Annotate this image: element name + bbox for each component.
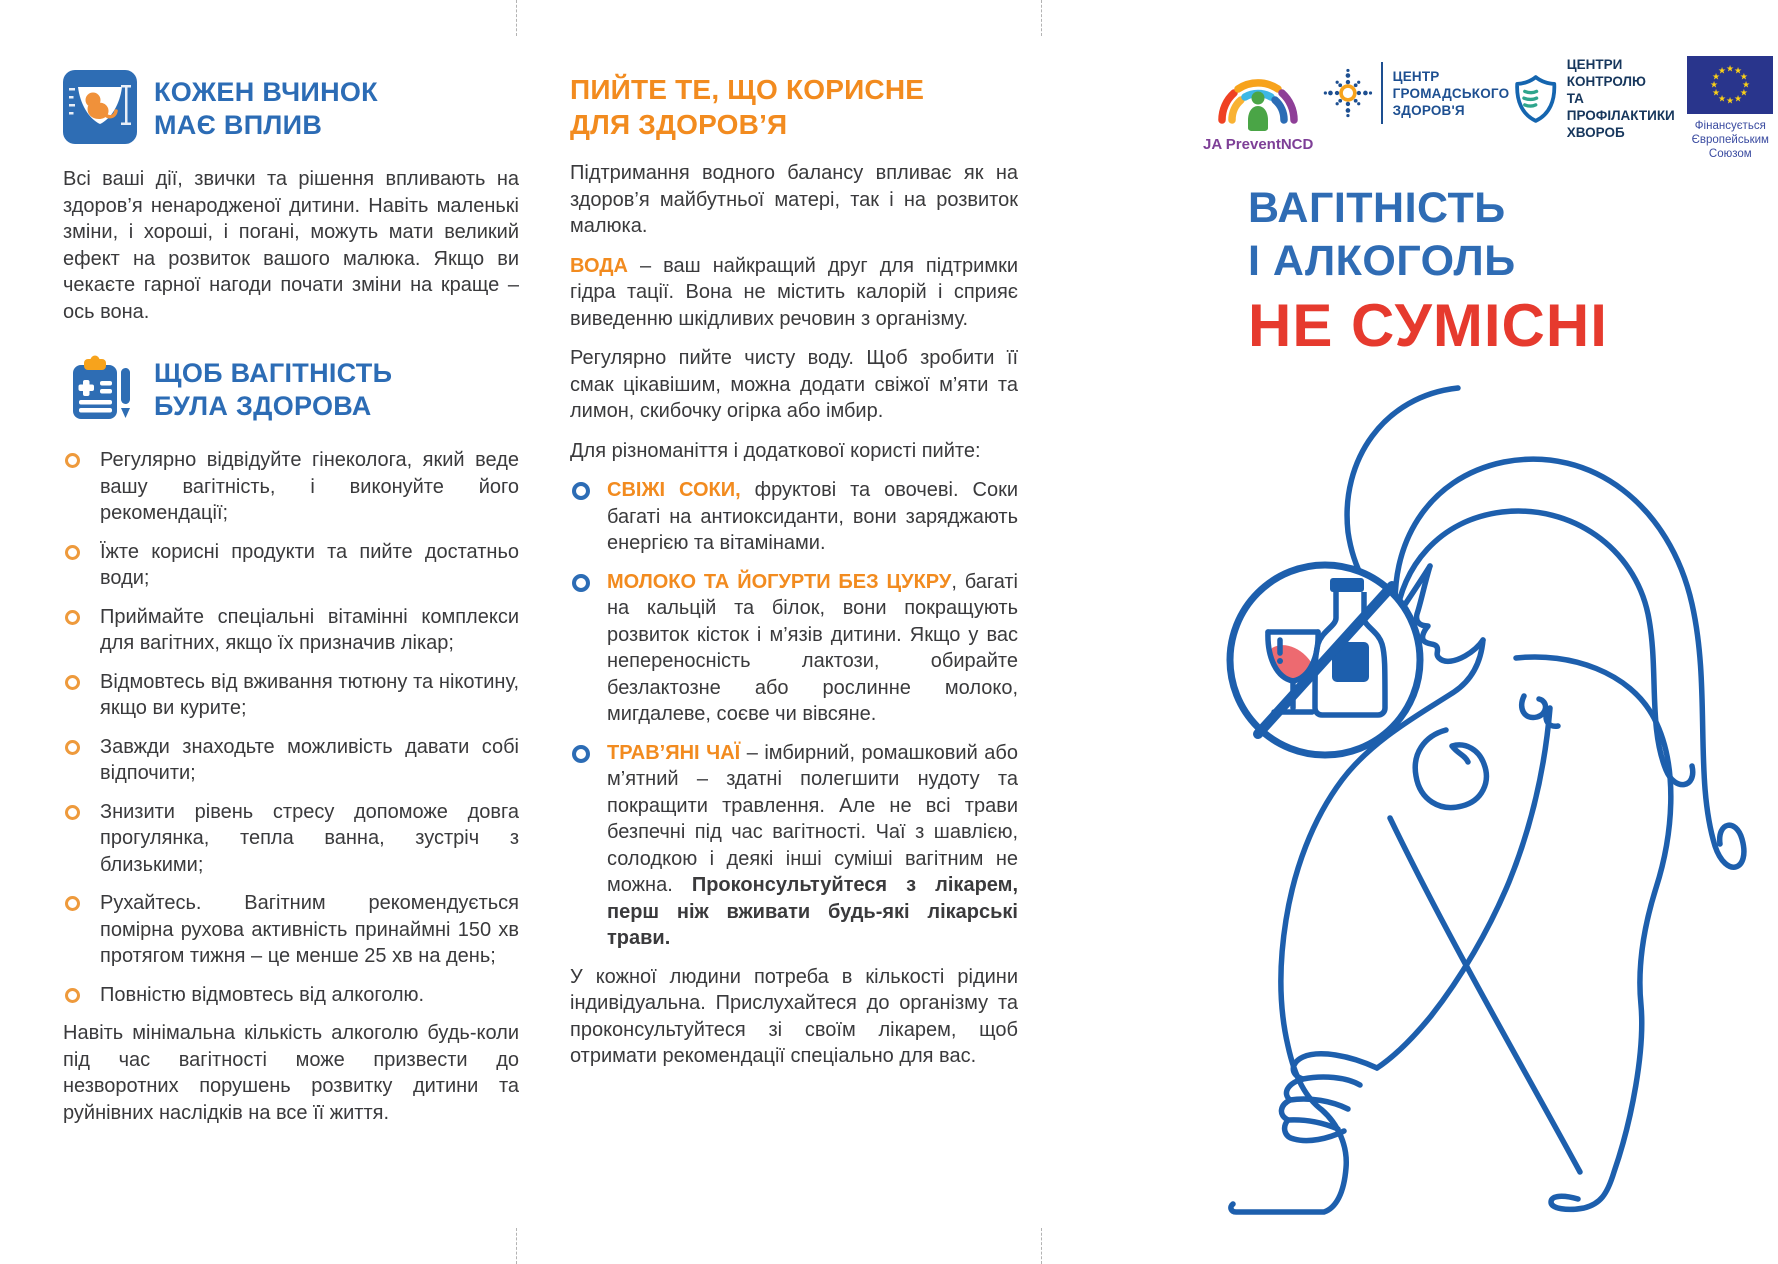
list-item-text: Повністю відмовтесь від алкоголю.	[100, 983, 425, 1006]
list-item	[63, 890, 519, 970]
section-impact-header	[63, 70, 519, 149]
title-line: КОЖЕН ВЧИНОК	[154, 77, 378, 107]
list-item	[63, 734, 519, 787]
public-health-center-logo	[1321, 56, 1509, 130]
logo-label-line: ТА ПРОФІЛАКТИКИ	[1566, 91, 1675, 123]
svg-text:★: ★	[1734, 66, 1743, 77]
drink-lead: СВІЖІ СОКИ,	[607, 479, 741, 501]
fold-mark-bottom-left	[516, 1228, 517, 1264]
list-item-text: Приймайте спеціальні вітамінні комплекси для вагітних, якщо їх призначив лікар;	[100, 605, 519, 654]
section-healthy-title	[154, 351, 392, 423]
title-line-alcohol: І АЛКОГОЛЬ	[1248, 237, 1516, 285]
title-line: БУЛА ЗДОРОВА	[154, 391, 372, 421]
healthy-drinks-list	[570, 477, 1018, 952]
shield-heart-icon	[1513, 68, 1558, 130]
svg-text:★: ★	[1712, 72, 1721, 83]
svg-text:★: ★	[1726, 96, 1735, 107]
water-text: – ваш найкращий друг для підтримки гідра тації. Вона не містить калорій і сприяє виведенню шкідливих речовин з організму.	[570, 254, 1018, 330]
list-item	[63, 799, 519, 879]
list-item	[570, 477, 1018, 557]
list-item-text: Регулярно відвідуйте гінеколога, який веде вашу вагітність, і виконуйте його рекомендації;	[100, 449, 519, 524]
list-item-text: Рухайтесь. Вагітним рекомендується помірна рухова активність принаймні 150 хв протягом тижня – це менше 25 хв на день;	[100, 892, 519, 967]
svg-text:★: ★	[1718, 66, 1727, 77]
title-line-incompatible: НЕ СУМІСНІ	[1248, 292, 1608, 359]
individual-needs-paragraph: У кожної людини потреба в кількості рідини індивідуальна. Прислухайтеся до організму та проконсультуйтеся зі своїм лікарем, щоб отримати рекомендації спеціально для вас.	[570, 965, 1018, 1067]
impact-paragraph: Всі ваші дії, звички та рішення впливають на здоров’я ненародженої дитини. Навіть маленькі зміни, і хороші, і погані, можуть мати великий ефект на розвиток вашого малюка. Якщо ви чекаєте гарної нагоди почати зміни на краще – ось вона.	[63, 168, 519, 323]
public-health-center-icon	[1321, 56, 1375, 130]
poster-title	[1248, 182, 1608, 361]
svg-text:★: ★	[1742, 80, 1751, 91]
list-item	[63, 539, 519, 592]
disease-control-centers-label	[1567, 56, 1684, 141]
title-line: МАЄ ВПЛИВ	[154, 110, 323, 140]
no-alcohol-icon	[1230, 565, 1420, 755]
panel-left	[63, 70, 519, 1139]
list-item-text: Їжте корисні продукти та пийте достатньо води;	[100, 540, 519, 589]
logo-label-line: ЗДОРОВ'Я	[1392, 102, 1465, 118]
drink-text: фруктові та овочеві. Соки багаті на антиоксиданти, вони заряджають енергією та вітамінами.	[607, 479, 1018, 554]
logo-label-line: ХВОРОБ	[1566, 125, 1625, 140]
water-tip-paragraph: Регулярно пийте чисту воду. Щоб зробити її смак цікавішим, можна додати свіжої м’яти та лимон, скибочку огірка або імбир.	[570, 347, 1018, 422]
doctor-consult-warning: Проконсультуйтеся з лікарем, перш ніж вживати будь-які лікарські трави.	[607, 874, 1018, 949]
svg-text:★: ★	[1734, 94, 1743, 105]
water-lead: ВОДА	[570, 254, 628, 277]
public-health-center-label	[1393, 68, 1510, 119]
variety-intro: Для різноманіття і додаткової користі пийте:	[570, 439, 981, 462]
svg-text:★: ★	[1718, 94, 1727, 105]
partner-logos	[1203, 56, 1769, 161]
healthy-pregnancy-list	[63, 447, 519, 1008]
drink-healthy-title	[570, 72, 1018, 142]
pregnant-woman-line-art	[1090, 360, 1750, 1240]
title-line-pregnancy: ВАГІТНІСТЬ	[1248, 184, 1506, 232]
logo-label-line: Європейським Союзом	[1691, 134, 1769, 160]
svg-text:★: ★	[1740, 88, 1749, 99]
title-line: ЩОБ ВАГІТНІСТЬ	[154, 358, 393, 388]
water-paragraph	[570, 253, 1018, 333]
eu-flag-icon	[1687, 56, 1773, 114]
logo-label-line: Фінансується	[1694, 120, 1766, 132]
hydration-intro: Підтримання водного балансу впливає як на здоров’я майбутньої матері, так і на розвиток малюка.	[570, 162, 1018, 237]
section-healthy-header	[63, 351, 519, 430]
svg-text:★: ★	[1712, 88, 1721, 99]
drink-lead: МОЛОКО ТА ЙОГУРТИ БЕЗ ЦУКРУ	[607, 570, 952, 593]
alcohol-warning-paragraph: Навіть мінімальна кількість алкоголю будь-коли під час вагітності може призвести до незворотних порушень розвитку дитини та руйнівних наслідків на все її життя.	[63, 1022, 519, 1124]
section-impact-title	[154, 70, 378, 142]
list-item-text: Знизити рівень стресу допоможе довга прогулянка, тепла ванна, зустріч з близькими;	[100, 800, 519, 876]
list-item	[63, 669, 519, 722]
panel-middle	[570, 72, 1018, 1083]
fold-mark-top-right	[1041, 0, 1042, 36]
list-item-text: Відмовтесь від вживання тютюну та нікотину, якщо ви курите;	[100, 670, 519, 719]
eu-funding-logo	[1687, 56, 1773, 161]
list-item	[63, 982, 519, 1009]
list-item	[570, 740, 1018, 952]
logo-label-line: ЦЕНТРИ КОНТРОЛЮ	[1566, 57, 1646, 89]
list-item	[63, 447, 519, 527]
ultrasound-icon	[63, 70, 137, 149]
title-line: ПИЙТЕ ТЕ, ЩО КОРИСНЕ	[570, 74, 925, 105]
clipboard-pen-icon	[63, 351, 137, 430]
ja-preventncd-icon	[1208, 56, 1308, 134]
drink-text: , багаті на кальцій та білок, вони покращують розвиток кісток і м’язів дитини. Якщо у вас непереносність лактози, обирайте безлактозне або рослинне молоко, мигдалеве, соєве чи вівсяне.	[607, 570, 1018, 725]
drink-lead: ТРАВ’ЯНІ ЧАЇ	[607, 741, 741, 764]
logo-label-line: ГРОМАДСЬКОГО	[1392, 85, 1510, 101]
svg-text:★: ★	[1726, 64, 1735, 75]
list-item	[63, 604, 519, 657]
list-item-text: Завжди знаходьте можливість давати собі відпочити;	[100, 735, 519, 784]
logo-separator	[1381, 62, 1382, 124]
svg-text:★: ★	[1740, 72, 1749, 83]
disease-control-centers-logo	[1513, 56, 1683, 141]
ja-preventncd-logo	[1203, 56, 1313, 153]
ja-preventncd-label: JA PreventNCD	[1203, 136, 1314, 153]
logo-label-line: ЦЕНТР	[1392, 68, 1440, 84]
drink-text: – імбирний, ромашковий або м’ятний – здатні полегшити нудоту та покращити травлення. Але не всі трави безпечні під час вагітності. Чаї з шавлією, солодкою і деякі інші суміші вагітним не можна.	[607, 741, 1019, 896]
svg-text:★: ★	[1710, 80, 1719, 91]
title-line: ДЛЯ ЗДОРОВ’Я	[570, 109, 788, 140]
eu-funding-label	[1687, 119, 1773, 161]
list-item	[570, 569, 1018, 728]
fold-mark-bottom-right	[1041, 1228, 1042, 1264]
fold-mark-top-left	[516, 0, 517, 36]
